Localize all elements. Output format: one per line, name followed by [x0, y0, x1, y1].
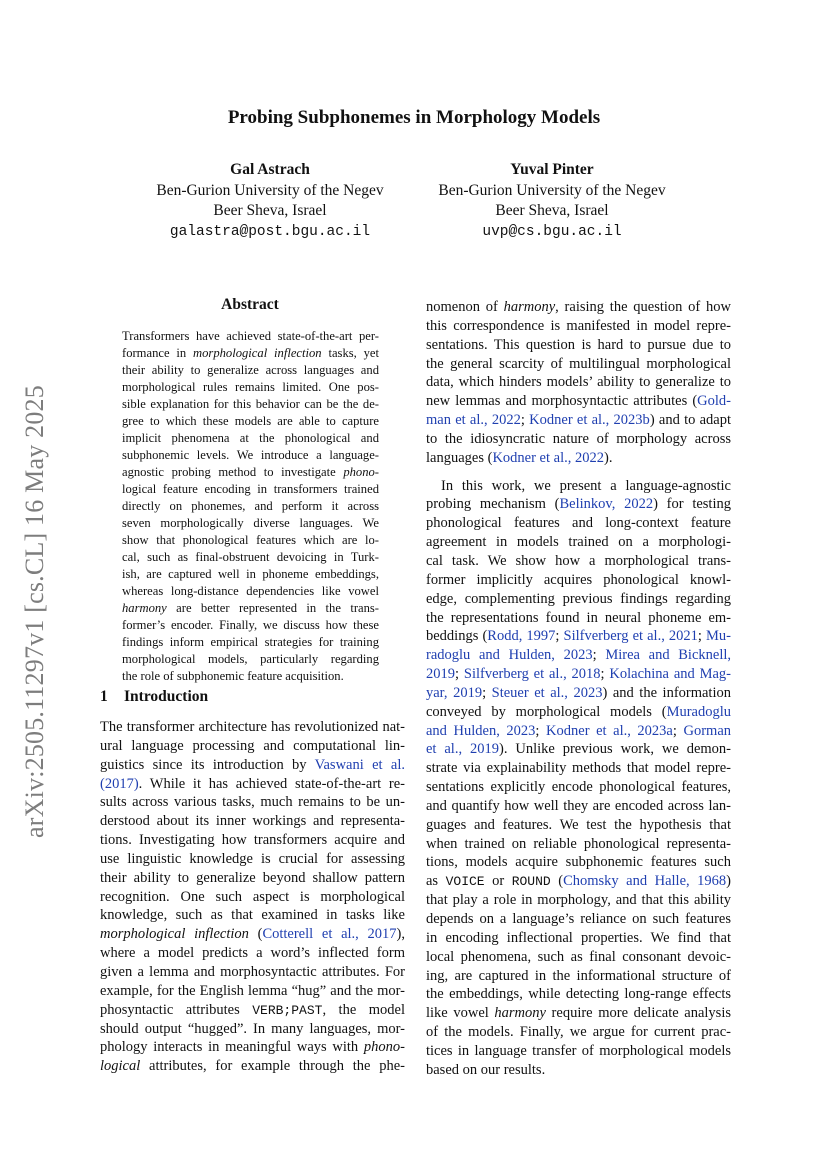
author-location: Beer Sheva, Israel — [495, 202, 609, 219]
text-line: based on our results. — [426, 1061, 546, 1078]
text-line: depends on a language’s reliance on such features — [426, 911, 731, 927]
intro-right-column — [426, 298, 731, 1080]
abstract-body — [122, 328, 379, 685]
text-line: agreement in models trained on a morphologi- — [426, 534, 731, 551]
intro-left-column — [100, 718, 405, 1076]
text-line: man et al., 2022; Kodner et al., 2023b) and to adapt — [426, 412, 731, 429]
text-line: logical attributes, for example through the phe- — [100, 1058, 405, 1075]
text-line: ish, are captured well in phoneme embeddings, — [122, 567, 379, 581]
text-line: probing mechanism (Belinkov, 2022) for testing — [426, 496, 731, 513]
text-line: radoglu and Hulden, 2023; Mirea and Bicknell, — [426, 647, 732, 664]
text-line: conveyed by morphological models (Muradoglu — [426, 703, 731, 720]
text-line: guages and features. We test the hypothesis that — [426, 816, 731, 833]
text-line: nomenon of harmony, raising the question of how — [426, 299, 731, 315]
text-line: cal task. We show how a morphological trans- — [426, 552, 731, 569]
text-line: show that phonological features which are lo- — [122, 533, 379, 547]
author-block-1 — [120, 160, 420, 242]
text-line: to the idiosyncratic nature of morphology across — [426, 430, 731, 447]
text-line: data, which hinders models’ ability to generalize to — [426, 374, 731, 391]
text-line: ural language processing and computational lin- — [100, 737, 405, 754]
text-line: example, for the English lemma “hug” and the mor- — [100, 982, 405, 999]
text-line: knowledge, such as that examined in tasks like — [100, 907, 405, 924]
paragraph-gap — [426, 468, 731, 477]
text-line: should output “hugged”. In many languages, mor- — [100, 1020, 405, 1037]
text-line: edge, complementing previous findings regarding — [426, 590, 731, 607]
section-number: 1 — [100, 688, 108, 705]
section-heading — [100, 688, 208, 706]
text-line: (2017). While it has achieved state-of-the-art re- — [100, 775, 405, 792]
text-line: this correspondence is manifested in model repre- — [426, 317, 731, 334]
text-line: phonological features and long-context feature — [426, 515, 731, 532]
arxiv-identifier: arXiv:2505.11297v1 [cs.CL] 16 May 2025 — [20, 385, 49, 838]
text-line: whereas long-distance dependencies like vowel — [122, 584, 379, 598]
text-line: implicit phenomena at the phonological and — [122, 431, 379, 445]
text-line: In this work, we present a language-agnostic — [441, 477, 731, 494]
text-line: tions, models acquire subphonemic features such — [426, 854, 731, 871]
text-line: cal, such as final-obstruent devoicing in Turk- — [122, 550, 379, 564]
text-line: morphological inflection (Cotterell et al., 2017), — [100, 926, 405, 943]
text-line: et al., 2019). Unlike previous work, we demon- — [426, 741, 731, 758]
text-line: languages (Kodner et al., 2022). — [426, 449, 613, 466]
text-line: The transformer architecture has revolutionized nat- — [100, 719, 405, 735]
text-line: strate via explainability methods that model repre- — [426, 760, 731, 777]
text-line: sentations explicitly encode phonological features, — [426, 779, 731, 796]
text-line: their ability to generalize across languages and — [122, 363, 379, 377]
text-line: directly on phonemes, and perform it across — [122, 499, 379, 513]
text-line: ing, are captured in the informational structure of — [426, 967, 731, 984]
text-line: the representations found in neural phoneme em- — [426, 609, 731, 626]
author-name: Yuval Pinter — [510, 161, 594, 178]
text-line: local phenomena, such as final consonant devoic- — [426, 948, 731, 965]
text-line: new lemmas and morphosyntactic attributes (Gold- — [426, 393, 731, 410]
text-line: use linguistic knowledge is crucial for assessing — [100, 850, 405, 867]
text-line: beddings (Rodd, 1997; Silfverberg et al., 2021; Mu- — [426, 628, 732, 645]
text-line: where a model predicts a word’s inflected form — [100, 945, 405, 962]
text-line: harmony are better represented in the trans- — [122, 601, 379, 615]
author-email: galastra@post.bgu.ac.il — [169, 223, 371, 240]
author-name: Gal Astrach — [230, 161, 310, 178]
text-line: of the models. Finally, we argue for current prac- — [426, 1024, 731, 1041]
author-affiliation: Ben-Gurion University of the Negev — [156, 181, 384, 199]
text-line: and Hulden, 2023; Kodner et al., 2023a; Gorman — [426, 722, 731, 739]
author-location: Beer Sheva, Israel — [213, 202, 327, 219]
text-line: agnostic probing method to investigate phono- — [122, 465, 379, 479]
text-line: tices in language transfer of morphological models — [426, 1042, 731, 1059]
text-line: given a lemma and morphosyntactic attributes. For — [100, 963, 405, 980]
text-line: the role of subphonemic feature acquisition. — [122, 669, 344, 683]
text-line: recognition. One such aspect is morphological — [100, 888, 405, 905]
text-line: their ability to generalize beyond shallow pattern — [100, 869, 405, 886]
text-line: tions. Investigating how transformers acquire and — [100, 832, 405, 849]
author-block-2 — [402, 160, 702, 242]
text-line: like vowel harmony require more delicate analysis — [426, 1005, 731, 1022]
text-line: as VOICE or ROUND (Chomsky and Halle, 1968) — [426, 873, 731, 890]
author-email: uvp@cs.bgu.ac.il — [482, 223, 622, 240]
text-line: and quantify how well they are encoded across lan- — [426, 797, 731, 814]
text-line: gree to which these models are able to capture — [122, 414, 379, 428]
text-line: guistics since its introduction by Vaswani et al. — [100, 756, 405, 773]
text-line: that play a role in morphology, and that this ability — [426, 892, 731, 909]
text-line: formance in morphological inflection tasks, yet — [122, 346, 380, 360]
text-line: subphonemic levels. We introduce a language- — [122, 448, 379, 462]
text-line: Transformers have achieved state-of-the-art per- — [122, 329, 379, 343]
text-line: former’s encoder. Finally, we discuss how these — [122, 618, 379, 632]
text-line: sible explanation for this behavior can be the de- — [122, 397, 379, 411]
text-line: in encoding inflectional properties. We find that — [426, 929, 731, 946]
text-line: morphological rules remains limited. One pos- — [122, 380, 379, 394]
text-line: 2019; Silfverberg et al., 2018; Kolachina and Mag- — [426, 666, 732, 683]
text-line: findings inform empirical strategies for training — [122, 635, 379, 649]
text-line: phology interacts in meaningful ways with phono- — [100, 1039, 405, 1056]
text-line: when trained on reliable phonological representa- — [426, 835, 731, 852]
text-line: seven morphologically diverse languages. We — [122, 516, 379, 530]
text-line: the embeddings, while detecting long-range effects — [426, 986, 731, 1003]
text-line: logical feature encoding in transformers trained — [122, 482, 379, 496]
text-line: sults across various tasks, much remains to be un- — [100, 794, 405, 811]
paper-title: Probing Subphonemes in Morphology Models — [227, 107, 601, 128]
section-title: Introduction — [124, 688, 209, 705]
abstract-heading: Abstract — [221, 296, 279, 313]
text-line: the general scarcity of multilingual morphological — [426, 355, 731, 372]
text-line: morphological models, particularly regarding — [122, 652, 379, 666]
text-line: phosyntactic attributes VERB;PAST, the model — [100, 1001, 405, 1018]
author-affiliation: Ben-Gurion University of the Negev — [438, 181, 666, 199]
text-line: derstood about its inner workings and representa- — [100, 813, 405, 830]
text-line: former implicitly acquires phonological knowl- — [426, 571, 731, 588]
text-line: yar, 2019; Steuer et al., 2023) and the information — [426, 684, 731, 701]
text-line: sentations. This question is hard to pursue due to — [426, 336, 731, 353]
